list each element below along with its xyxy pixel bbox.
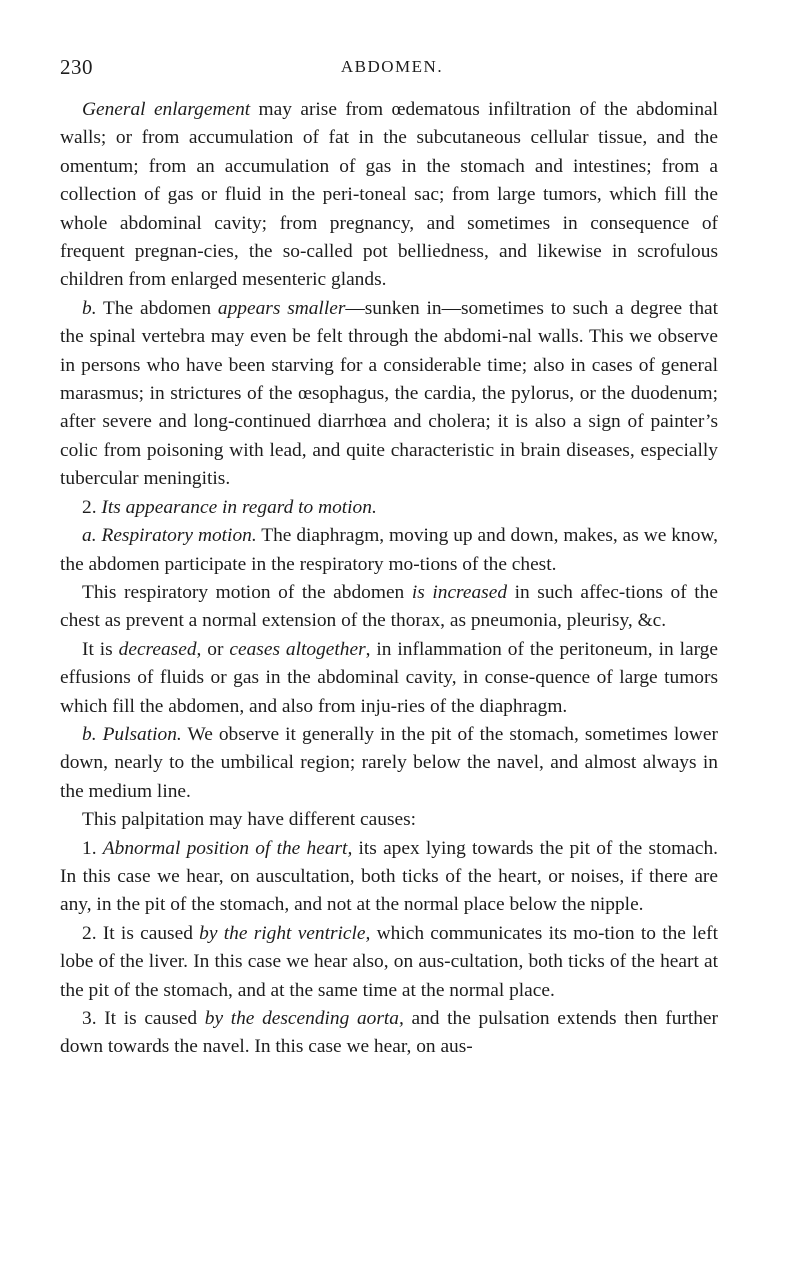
paragraph-text: This palpitation may have different causes: <box>82 809 417 831</box>
page-number: 230 <box>60 55 93 79</box>
section-title: Its appearance in regard to motion. <box>101 496 377 518</box>
body-text <box>60 96 718 1062</box>
running-title: ABDOMEN. <box>340 57 444 76</box>
emphasis: decreased <box>118 638 197 660</box>
emphasis: Abnormal position of the heart, <box>102 837 353 859</box>
paragraph-text: The diaphragm, moving up and down, makes, as we know, the abdomen participate in the respiratory mo-tions of the chest. <box>60 525 718 575</box>
paragraph-cause-1 <box>60 835 718 920</box>
paragraph-text: , in inflammation of the peritoneum, in large effusions of fluids or gas in the abdominal cavity, in conse-quence of large tumors which fill the abdomen, and also from inju-ries of the diaphragm. <box>60 638 718 717</box>
emphasis: by the descending aorta, <box>204 1008 404 1029</box>
paragraph-cause-2 <box>60 920 718 1005</box>
paragraph-text: 3. It is caused <box>82 1008 205 1029</box>
paragraph-text: its apex lying towards the pit of the stomach. In this case we hear, on auscultation, both ticks of the heart, or noises, if there are any, in the pit of the stomach, and not at the normal place below the nipple. <box>60 837 718 916</box>
paragraph-cause-3 <box>60 1005 718 1062</box>
paragraph-respiratory-motion <box>60 522 718 579</box>
paragraph-text: which communicates its mo-tion to the left lobe of the liver. In this case we hear also, on aus-cultation, both ticks of the heart at the pit of the stomach, and at the same time at the normal place. <box>60 922 718 1001</box>
paragraph-text: The abdomen <box>96 297 218 319</box>
subheading: b. Pulsation. <box>82 723 182 745</box>
paragraph-text: and the pulsation extends then further down towards the navel. In this case we hear, on aus- <box>60 1008 718 1058</box>
paragraph-text: may arise from œdematous infiltration of the abdominal walls; or from accumulation of fat in the subcutaneous cellular tissue, and the omentum; from an accumulation of gas in the stomach and intestines; from a collection of gas or fluid in the peri-toneal sac; from large tumors, which fill the whole abdominal cavity; from pregnancy, and sometimes in consequence of frequent pregnan-cies, the so-called pot belliedness, and likewise in scrofulous children from enlarged mesenteric glands. <box>60 99 719 291</box>
emphasis: appears smaller <box>217 297 346 319</box>
emphasis: ceases altogether <box>229 638 366 660</box>
subheading: a. Respiratory motion. <box>82 525 257 547</box>
paragraph-text: in such affec-tions of the chest as prevent a normal extension of the thorax, as pneumonia, pleurisy, &c. <box>60 581 718 632</box>
running-head <box>60 55 720 85</box>
emphasis: General enlargement <box>82 99 251 120</box>
paragraph-text: , or <box>196 638 230 660</box>
paragraph-general-enlargement <box>60 96 718 295</box>
section-heading-motion <box>60 494 718 522</box>
paragraph-pulsation <box>60 721 718 806</box>
paragraph-respiratory-increased <box>60 579 718 636</box>
emphasis: is increased <box>411 581 508 603</box>
section-number: 2. <box>82 496 97 518</box>
paragraph-palpitation-causes <box>60 806 718 834</box>
paragraph-text: 2. It is caused <box>82 922 200 944</box>
paragraph-respiratory-decreased <box>60 636 718 721</box>
paragraph-text: This respiratory motion of the abdomen <box>82 581 412 603</box>
paragraph-text: We observe it generally in the pit of the stomach, sometimes lower down, nearly to the umbilical region; rarely below the navel, and almost always in the medium line. <box>60 723 718 802</box>
item-marker: b. <box>82 297 97 319</box>
emphasis: by the right ventricle, <box>199 922 371 944</box>
paragraph-text: It is <box>82 638 119 660</box>
paragraph-appears-smaller <box>60 295 718 494</box>
paragraph-text: —sunken in—sometimes to such a degree that the spinal vertebra may even be felt through the abdomi-nal walls. This we observe in persons who have been starving for a considerable time; also in cases of general marasmus; in strictures of the œsophagus, the cardia, the pylorus, or the duodenum; after severe and long-continued diarrhœa and cholera; it is also a sign of painter’s colic from poisoning with lead, and quite characteristic in brain diseases, especially tubercular meningitis. <box>60 297 719 490</box>
item-number: 1. <box>82 837 97 859</box>
